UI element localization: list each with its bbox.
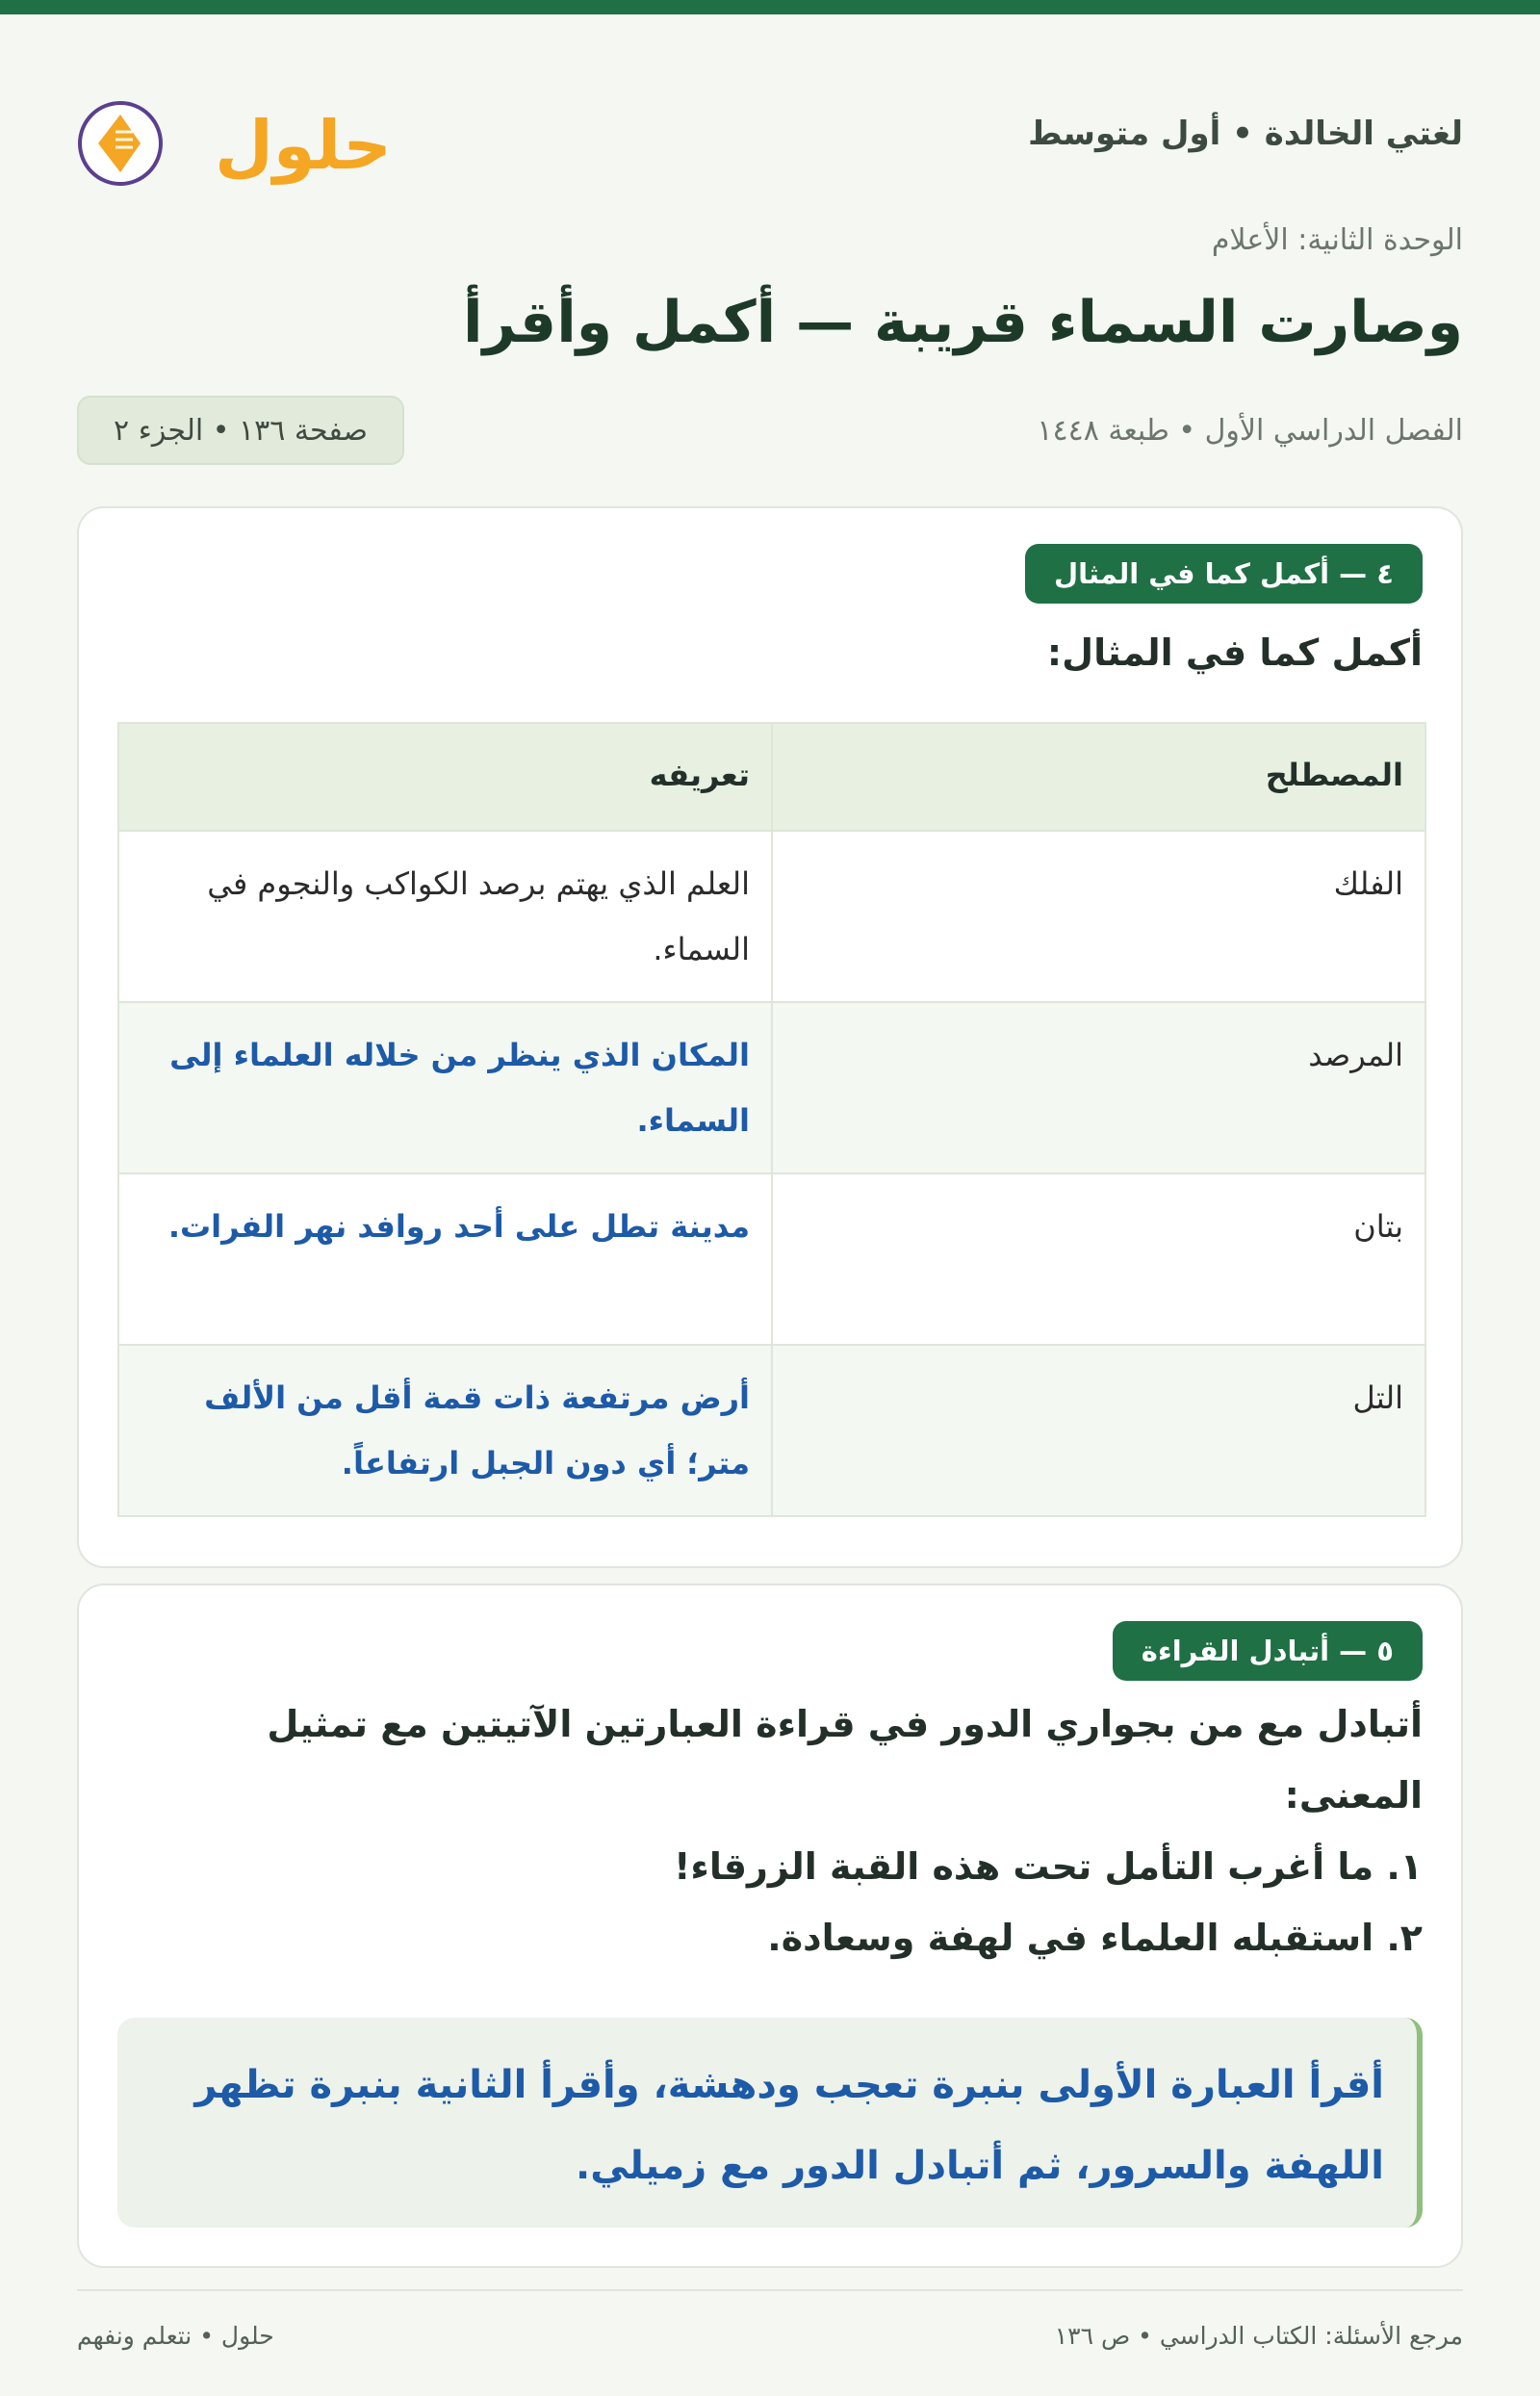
sentence-item-2: ٢. استقبله العلماء في لهفة وسعادة. (767, 1917, 1423, 1959)
footer-reference: مرجع الأسئلة: الكتاب الدراسي • ص ١٣٦ (1054, 2322, 1463, 2350)
question-4-badge: ٤ — أكمل كما في المثال (1025, 544, 1423, 604)
svg-text:حلول: حلول (215, 106, 392, 185)
page-title: وصارت السماء قريبة — أكمل وأقرأ (463, 289, 1463, 356)
term-cell: الفلك (772, 831, 1425, 1002)
definition-answer-cell: المكان الذي ينظر من خلاله العلماء إلى السماء. (118, 1002, 772, 1173)
page (0, 14, 1540, 2396)
question-4-card (77, 506, 1463, 1568)
definition-answer-cell: مدينة تطل على أحد روافد نهر الفرات. (118, 1173, 772, 1345)
subject-title: لغتي الخالدة • أول متوسط (1028, 115, 1463, 153)
top-accent-bar (0, 0, 1540, 14)
answer-box: أقرأ العبارة الأولى بنبرة تعجب ودهشة، وأقرأ الثانية بنبرة تظهر اللهفة والسرور، ثم أتبادل الدور مع زميلي. (117, 2018, 1423, 2228)
question-4-instruction: أكمل كما في المثال: (1046, 631, 1423, 674)
definition-answer-cell: أرض مرتفعة ذات قمة أقل من الألف متر؛ أي دون الجبل ارتفاعاً. (118, 1345, 772, 1516)
table-header-row (118, 723, 1425, 831)
term-cell: بتان (772, 1173, 1425, 1345)
question-5-instruction: أتبادل مع من بجواري الدور في قراءة العبارتين الآتيتين مع تمثيل (267, 1703, 1423, 1745)
terms-table (117, 722, 1426, 1517)
header (77, 64, 1463, 209)
sentence-item-1: ١. ما أغرب التأمل تحت هذه القبة الزرقاء! (674, 1845, 1423, 1888)
footer-brand: حلول • نتعلم ونفهم (77, 2322, 274, 2350)
page-number-pill: صفحة ١٣٦ • الجزء ٢ (77, 396, 404, 465)
question-5-card (77, 1584, 1463, 2268)
table-row (118, 1173, 1425, 1345)
term-cell: التل (772, 1345, 1425, 1516)
column-header-definition: تعريفه (118, 723, 772, 831)
term-cell: المرصد (772, 1002, 1425, 1173)
column-header-term: المصطلح (772, 723, 1425, 831)
semester-edition: الفصل الدراسي الأول • طبعة ١٤٤٨ (1037, 414, 1463, 448)
table-row (118, 831, 1425, 1002)
brand-logo[interactable] (77, 84, 392, 190)
footer-divider (77, 2289, 1463, 2291)
table-row (118, 1345, 1425, 1516)
unit-label: الوحدة الثانية: الأعلام (1211, 223, 1463, 257)
logo-icon (77, 84, 392, 190)
definition-cell: العلم الذي يهتم برصد الكواكب والنجوم في السماء. (118, 831, 772, 1002)
table-row (118, 1002, 1425, 1173)
question-5-badge: ٥ — أتبادل القراءة (1113, 1621, 1423, 1681)
question-5-instruction-cont: المعنى: (1284, 1774, 1423, 1816)
